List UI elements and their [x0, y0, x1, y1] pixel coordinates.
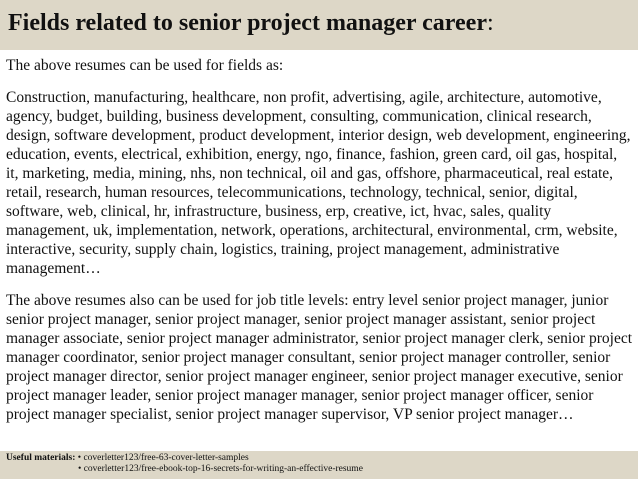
intro-text: The above resumes can be used for fields as: — [6, 57, 284, 74]
slide-content — [6, 56, 632, 437]
fields-paragraph: Construction, manufacturing, healthcare, non profit, advertising, agile, architecture, automotive, agency, budget, building, business development, consulting, communication, clinical research, design, software development, product development, interior design, web development, engineering, education, events, electrical, exhibition, energy, ngo, finance, fashion, green card, oil gas, hospital, it, marketing, media, mining, nhs, non technical, oil and gas, offshore, pharmaceutical, real estate, retail, research, human resources, telecommunications, technology, technical, senior, digital, software, web, clinical, hr, infrastructure, business, erp, creative, ict, hvac, sales, quality management, uk, implementation, network, operations, architectural, environmental, crm, website, interactive, security, supply chain, logistics, training, project management, administrative management… — [6, 89, 631, 277]
page-title-text: Fields related to senior project manager career — [8, 10, 487, 36]
footer-row-2 — [6, 464, 638, 475]
page-title — [8, 10, 494, 36]
job-titles-paragraph: The above resumes also can be used for job title levels: entry level senior project manager, junior senior project manager, senior project manager, senior project manager assistant, senior project manager associate, senior project manager administrator, senior project manager clerk, senior project manager coordinator, senior project manager consultant, senior project manager controller, senior project manager director, senior project manager engineer, senior project manager executive, senior project manager leader, senior project manager manager, senior project manager officer, senior project manager specialist, senior project manager supervisor, VP senior project manager… — [6, 292, 633, 423]
footer-row-1 — [6, 453, 638, 464]
title-bar — [0, 0, 638, 50]
footer — [0, 451, 638, 479]
page-title-colon: : — [486, 10, 494, 36]
footer-label: Useful materials: — [6, 453, 78, 463]
footer-link-ebook[interactable]: • coverletter123/free-ebook-top-16-secrets-for-writing-an-effective-resume — [78, 464, 363, 474]
footer-link-cover-letters[interactable]: • coverletter123/free-63-cover-letter-samples — [77, 453, 249, 463]
